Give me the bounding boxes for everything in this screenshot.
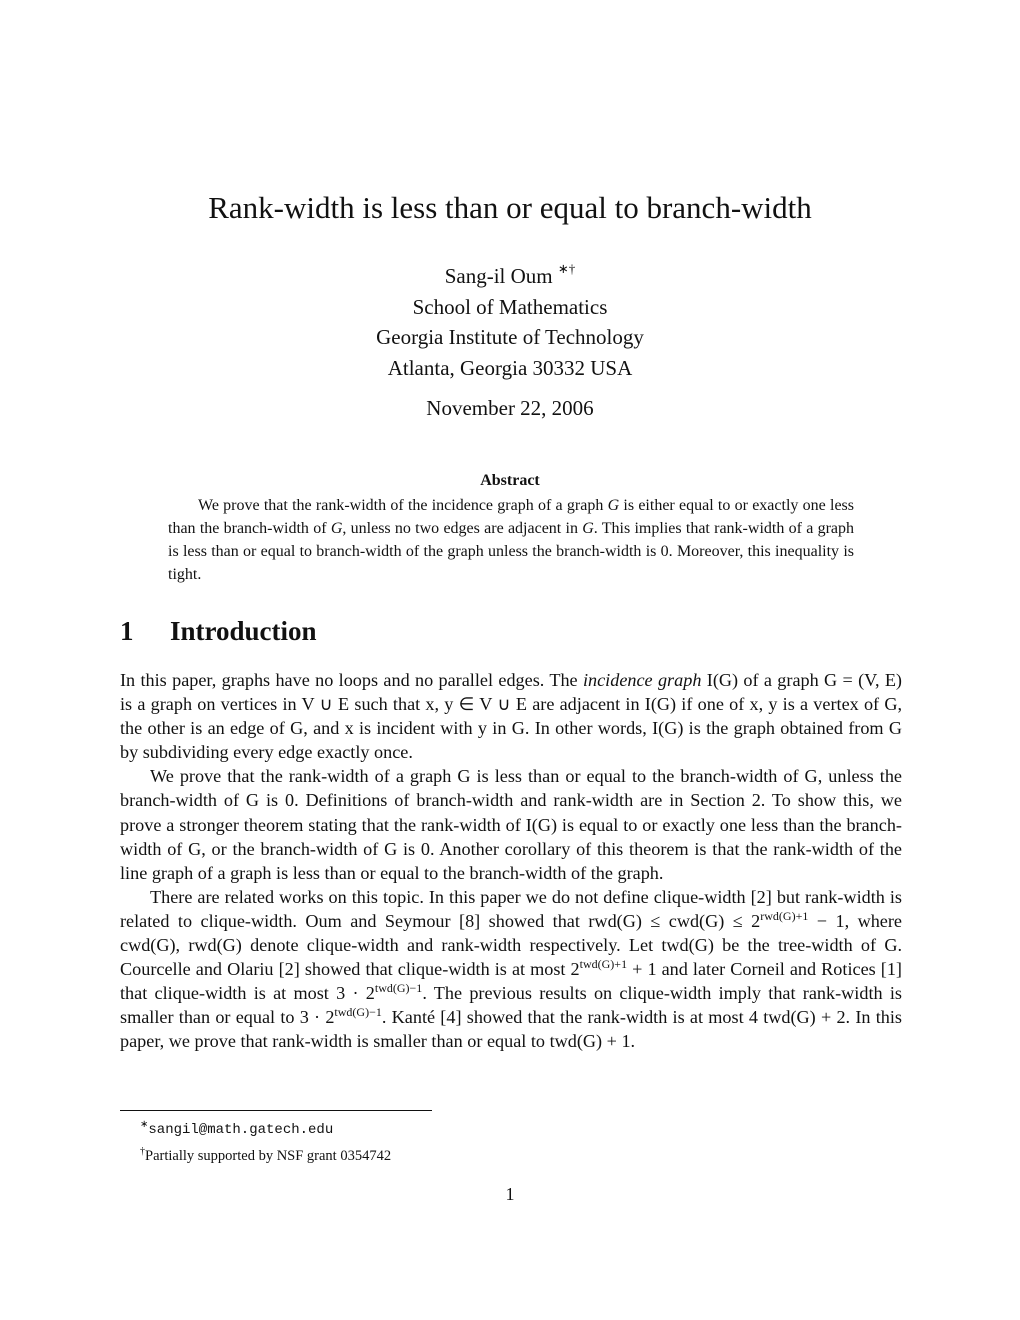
section-body: [120, 668, 902, 1054]
author-block: [0, 256, 1020, 383]
footnote-email: ∗sangil@math.gatech.edu: [140, 1119, 334, 1138]
paragraph-1: In this paper, graphs have no loops and no parallel edges. The incidence graph I(G) of a graph G = (V, E) is a graph on vertices in V ∪ E such that x, y ∈ V ∪ E are adjacent in I(G) if one of x, y is a vertex of G, the other is an edge of G, and x is incident with y in G. In other words, I(G) is the graph obtained from G by subdividing every edge exactly once.: [120, 670, 902, 763]
abstract-heading: Abstract: [480, 472, 540, 489]
author-footnote-marks: ∗†: [557, 261, 576, 276]
author-line: [0, 256, 1020, 292]
affiliation-line-3: Atlanta, Georgia 30332 USA: [387, 355, 633, 380]
paragraph-3: There are related works on this topic. In this paper we do not define clique-width [2] but rank-width is related to clique-width. Oum and Seymour [8] showed that $rwd(G) \le cwd(G) \le 2^{rwd(G)+1} - 1$, where cwd(G), rwd(G) denote clique-width and rank-width respectively. Let twd(G) be the tree-width of G. Courcelle and Olariu [2] showed that clique-width is at most $2^{twd(G)+1} + 1$ and later Corneil and Rotices [1] that clique-width is at most $3 \cdot 2^{twd(G)-1}$. The previous results on clique-width imply that rank-width is smaller than or equal to $3 \cdot 2^{twd(G)-1}$. Kanté [4] showed that the rank-width is at most 4 twd(G) + 2. In this paper, we prove that rank-width is smaller than or equal to twd(G) + 1.: [120, 886, 902, 1052]
footnotes: [140, 1114, 391, 1167]
affiliation-line-1: School of Mathematics: [412, 294, 608, 319]
abstract-paragraph: We prove that the rank-width of the incidence graph of a graph G is either equal to or exactly one less than the branch-width of G, unless no two edges are adjacent in G. This implies that rank-width of a graph is less than or equal to branch-width of the graph unless the branch-width is 0. Moreover, this inequality is tight.: [168, 497, 854, 583]
affiliation-line-2: Georgia Institute of Technology: [376, 325, 644, 349]
paper-date: November 22, 2006: [426, 396, 594, 420]
page-number: 1: [505, 1184, 515, 1204]
footnote-rule: [120, 1110, 432, 1111]
paragraph-2: We prove that the rank-width of a graph G is less than or equal to the branch-width of G, unless the branch-width of G is 0. Definitions of branch-width and rank-width are in Section 2. To show this, we prove a stronger theorem stating that the rank-width of I(G) is equal to or exactly one less than the branch-width of G, or the branch-width of G is 0. Another corollary of this theorem is that the rank-width of the line graph of a graph is less than or equal to the branch-width of the graph.: [120, 766, 902, 883]
section-heading: [120, 616, 317, 647]
section-title: Introduction: [170, 616, 317, 646]
paper-title: Rank-width is less than or equal to branch-width: [208, 190, 812, 225]
author-name: Sang-il Oum: [444, 264, 553, 288]
footnote-grant: †Partially supported by NSF grant 0354742: [140, 1145, 392, 1164]
section-number: 1: [120, 616, 134, 646]
abstract-body: [168, 494, 854, 586]
